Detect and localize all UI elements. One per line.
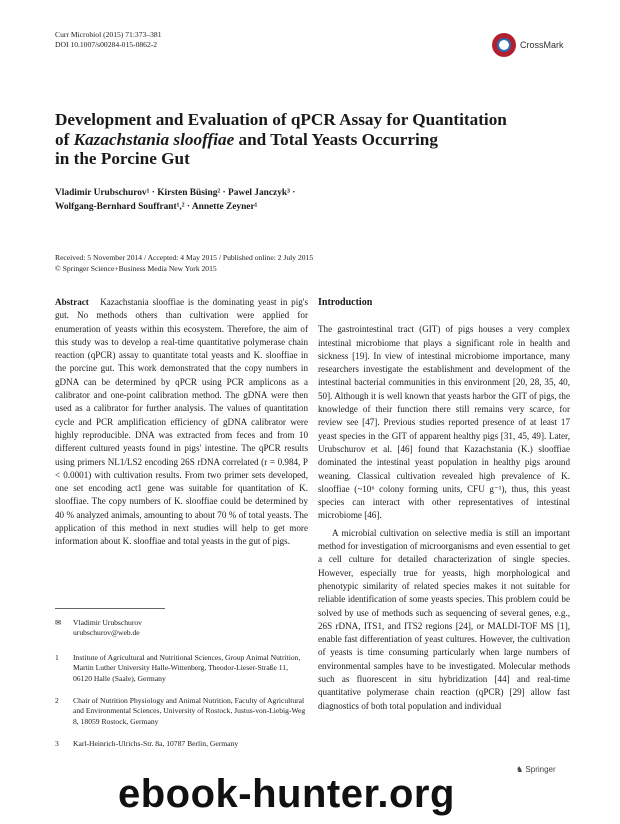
authors-line-2: Wolfgang-Bernhard Souffrant¹,² · Annette Zeyner¹ [55,202,258,212]
intro-paragraph-1: The gastrointestinal tract (GIT) of pigs houses a very complex intestinal microbiome that plays a significant role in health and sickness [19]. In view of intestinal microbiome importance, many researchers investigate the establishment and development of the intestinal bacterial communities in this environment [20, 28, 35, 40, 50]. Although it is well known that yeasts harbor the GIT of pigs, the knowledge of their function there still remains very scarce, for review see [47]. Previous studies reported presence of at least 17 yeast species in the GIT of apparent healthy pigs [31, 45, 49]. Later, Urubschurov et al. [46] found that Kazachstania (K.) slooffiae dominated the intestinal yeast population in healthy pigs around weaning. Classical cultivation revealed high prevalence of K. slooffiae (~10⁶ colony forming units, CFU g⁻¹), thus, this yeast species can interact with other representatives of intestinal microbiome [46]. [318,324,570,521]
introduction-section [318,296,570,713]
footnotes [55,618,308,750]
affiliation-3: 3 Karl-Heinrich-Ulrichs-Str. 8a, 10787 Berlin, Germany [55,739,239,749]
title-line-3: in the Porcine Gut [55,149,190,168]
introduction-heading: Introduction [318,297,373,308]
title-line-1: Development and Evaluation of qPCR Assay for Quantitation [55,110,507,129]
envelope-icon: ✉ [55,618,62,627]
doi[interactable]: DOI 10.1007/s00284-015-0862-2 [55,40,158,50]
correspondence-email[interactable]: urubschurov@web.de [73,628,140,638]
author-list [55,186,525,214]
paper-title [55,110,525,169]
abstract-text: Kazachstania slooffiae is the dominating yeast in pig's gut. No methods others than cultivation were applied for enumeration of yeasts within this ecosystem. Therefore, the aim of this study was to develop a real-time quantitative polymerase chain reaction (qPCR) assay to quantitate total yeasts and K. slooffiae in the porcine gut. This work demonstrated that the copy numbers in gDNA can be determined by qPCR using PCR amplicons as a calibrator and one-point calibration method. The gDNA were then used as a calibrator for further analysis. The values of quantitation cycle and PCR amplification efficiency of gDNA calibrator were highly reproducible. DNA was extracted from feces and from 10 different cultured yeasts found in pigs' intestine. The qPCR results using primers NL1/LS2 encoding 26S rDNA correlated (r = 0.984, P < 0.0001) with cultivation results. From two primer sets developed, one set encoding act1 gene was suitable for quantitation of K. slooffiae. The copy numbers of K. slooffiae could be determined by 40 % analyzed animals, amounting to about 70 % of total yeasts. The application of this method in next studies will help to get more information about K. slooffiae and total yeasts in the gut of pigs. [55,297,308,547]
dates-line: Received: 5 November 2014 / Accepted: 4 May 2015 / Published online: 2 July 2015 [55,253,314,262]
abstract-label: Abstract [55,297,89,307]
affiliation-1: 1 Institute of Agricultural and Nutritional Sciences, Group Animal Nutrition, Martin Luther University Halle-Wittenberg, Theodor-Lieser-Straße 11, 06120 Halle (Saale), Germany [55,652,301,683]
journal-header [55,30,162,51]
copyright-line: © Springer Science+Business Media New York 2015 [55,264,217,273]
abstract-paragraph [55,296,308,549]
watermark: ebook-hunter.org [118,772,455,816]
authors-line-1: Vladimir Urubschurov¹ · Kirsten Büsing² · Pawel Janczyk³ · [55,188,296,198]
crossmark-icon [492,33,516,57]
footnote-divider [55,608,165,609]
abstract-section [55,296,308,549]
crossmark-badge[interactable] [492,30,570,60]
publication-dates [55,252,525,274]
springer-logo: ♞ Springer [516,765,556,774]
journal-citation: Curr Microbiol (2015) 71:373–381 [55,30,162,39]
title-line-2: of Kazachstania slooffiae and Total Yeasts Occurring [55,129,438,149]
correspondence [55,618,308,639]
correspondence-name: Vladimir Urubschurov [73,618,142,627]
crossmark-label: CrossMark [520,40,564,50]
intro-paragraph-2: A microbial cultivation on selective media is still an important method for investigation of microorganisms and even essential to get a cell culture for detailed characterization of single species. However, especially true for yeasts, high morphological and phenotypic similarity of related species makes it not suitable for reliable identification of some yeasts species. This problem could be solved by use of methods such as sequencing of several genes, e.g., 26S rDNA, ITS1, and ITS2 regions [24], or MALDI-TOF MS [1], enable fast differentiation of yeast cultures. However, the cultivation of yeasts is time consuming particularly when large numbers of environmental samples have to be investigated. Molecular methods such as fluorescent in situ hybridization [44] and real-time quantitative polymerase chain reaction (qPCR) [29] allow fast diagnostics of both total population and individual [318,527,570,711]
affiliation-2: 2 Chair of Nutrition Physiology and Animal Nutrition, Faculty of Agricultural and Environmental Sciences, University of Rostock, Justus-von-Liebig-Weg 8, 18059 Rostock, Germany [55,696,306,726]
